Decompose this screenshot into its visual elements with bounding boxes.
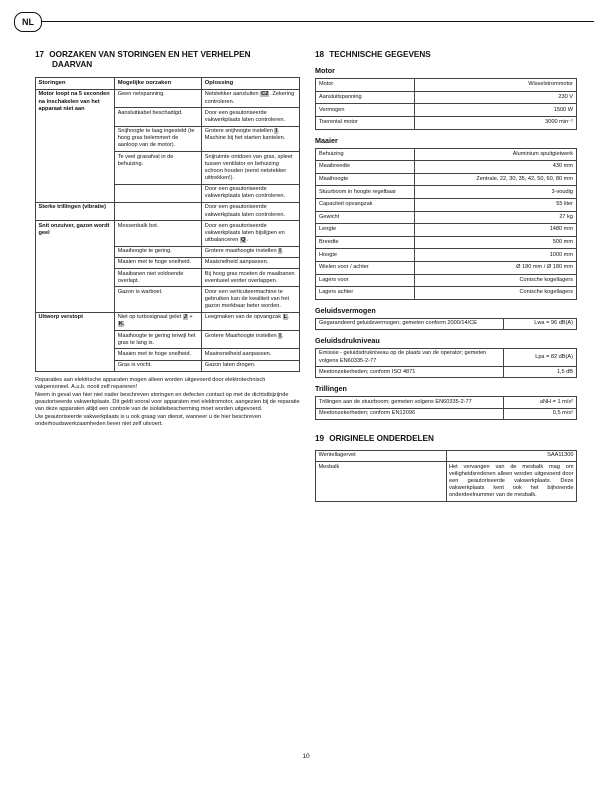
spec-label: Behuizing	[316, 148, 415, 161]
spec-value: 500 mm	[415, 236, 577, 249]
cause-cell: Te veel grasafval in de behuizing.	[115, 152, 202, 185]
repair-notes	[35, 377, 300, 429]
table-row	[36, 312, 300, 330]
fault-cell: Motor loopt na 5 seconden na inschakelen van het apparaat niet aan	[36, 89, 115, 202]
note-paragraph: Reparaties aan elektrische apparaten mogen alleen worden uitgevoerd door elektrotechnisch vakpersoneel. A.u.b. nooit zelf repareren!	[35, 376, 266, 391]
part-name: Mesbalk	[316, 462, 447, 502]
key-reference: I	[279, 248, 281, 255]
solution-cell	[202, 360, 300, 371]
spec-value: 1480 mm	[415, 224, 577, 237]
cause-text: Niet op turbosignaal gelet	[117, 314, 183, 321]
solution-text: .	[281, 248, 284, 255]
spec-label: Lengte	[316, 224, 415, 237]
key-reference: L	[283, 314, 287, 321]
spec-value: 3000 min⁻¹	[415, 117, 577, 130]
solution-cell	[202, 89, 300, 107]
spec-value: 1000 mm	[415, 249, 577, 262]
solution-text: Maainsnelheid aanpassen.	[204, 350, 272, 357]
spec-row	[316, 161, 577, 174]
section-17-title: 17 OORZAKEN VAN STORINGEN EN HET VERHELPEN DAARVAN	[35, 50, 251, 70]
spec-label: Wielen voor / achter	[316, 261, 415, 274]
solution-cell	[202, 287, 300, 312]
spec-row	[316, 148, 577, 161]
spec-label: Hoogte	[316, 249, 415, 262]
spec-value: Wisselstrommotor	[415, 79, 577, 92]
geluidsdrukniveau-table	[315, 348, 577, 378]
cause-cell: Aansluitkabel beschadigd.	[115, 108, 202, 126]
spec-row	[316, 367, 577, 378]
troubleshooting-table	[35, 77, 300, 372]
col-header-fault: Storingen	[36, 77, 115, 89]
solution-cell	[202, 246, 300, 257]
spec-label: Meetonzekerheden; conform EN12096	[316, 408, 504, 419]
geluidsvermogen-table	[315, 318, 577, 330]
spec-label: Lagers achter	[316, 287, 415, 300]
parts-row	[316, 450, 577, 461]
parts-table	[315, 450, 577, 502]
section-17	[35, 50, 300, 428]
spec-value: Zentrale, 22, 30, 35, 42, 50, 60, 80 mm	[415, 173, 577, 186]
language-badge: NL	[14, 12, 42, 32]
note-paragraph: Neem in geval van hier niet nader beschreven storingen en defecten contact op met de dichtstbijzijnde geautoriseerde vakwerkplaats. Dit geldt vooral voor apparaten met elektromotor, aangezien bij de reparatie van deze apparaten altijd een controle van de isolatiebescherming moet worden uitgevoerd.	[35, 391, 300, 413]
cause-text: +	[187, 314, 193, 321]
motor-heading: Motor	[315, 66, 335, 76]
key-reference: I	[279, 332, 281, 339]
col-header-solution: Oplossing	[202, 77, 300, 89]
key-reference: J	[183, 314, 187, 321]
part-number: SAA11300	[446, 450, 577, 461]
solution-cell	[202, 312, 300, 330]
spec-label: Meetonzekerheden; conform ISO 4871	[316, 367, 504, 378]
solution-text: Door een verticuteermachine te gebruiken kan de kwaliteit van het gazon merkbaar beter worden.	[204, 288, 290, 310]
spec-label: Vermogen	[316, 104, 415, 117]
fault-cell: Sterke trillingen (vibratie)	[36, 202, 115, 220]
note-paragraph: Uw geautoriseerde vakwerkplaats is u ook graag van dienst, wanneer u de hier beschreven onderhoudswerkzaamheden liever niet zelf uitvoert.	[35, 413, 262, 427]
solution-text: Netstekker aansluiten	[204, 91, 261, 98]
cause-cell: Geen netspanning.	[115, 89, 202, 107]
spec-value: 55 liter	[415, 199, 577, 212]
cause-cell: Gazon is warboel.	[115, 287, 202, 312]
spec-label: Emissie - geluidsdrukniveau op de plaats van de operator; gemeten volgens EN60335-2-77	[316, 348, 504, 366]
solution-cell	[202, 202, 300, 220]
spec-label: Stuurboom in hoogte regelbaar	[316, 186, 415, 199]
table-row	[36, 202, 300, 220]
solution-text: Grotere snijhoogte instellen	[204, 128, 275, 135]
solution-text: Gazon laten drogen.	[204, 362, 256, 369]
fault-cell: Uitworp verstopt	[36, 312, 115, 371]
spec-row	[316, 249, 577, 262]
solution-text: Door een geautoriseerde vakwerkplaats laten controleren.	[204, 204, 286, 218]
spec-row	[316, 397, 577, 408]
spec-row	[316, 79, 577, 92]
cause-cell	[115, 312, 202, 330]
spec-label: Aansluitspanning	[316, 91, 415, 104]
fault-cell: Snit onzuiver, gazon wordt geel	[36, 221, 115, 313]
spec-value: 1,5 dB	[503, 367, 576, 378]
key-reference: Q	[240, 237, 246, 244]
solution-cell	[202, 331, 300, 349]
part-description: Het vervangen van de mesbalk mag om veiligheidsredenen alleen worden uitgevoerd door een geautoriseerde vakwerkplaats. Deze vakwerkplaats kent ook het bijhorende onderdeelnummer van de mesbalk.	[446, 462, 577, 502]
spec-row	[316, 261, 577, 274]
spec-value: 1500 W	[415, 104, 577, 117]
spec-label: Capaciteit opvangzak	[316, 199, 415, 212]
section-18-title: 18 TECHNISCHE GEGEVENS	[315, 50, 431, 59]
maaier-heading: Maaier	[315, 135, 338, 145]
cause-cell: Snijhoogte te laag ingesteld (te hoog gras belemmert de aanloop van de motor).	[115, 126, 202, 151]
spec-label: Gegarandeerd geluidsvermogen; gemeten conform 2000/14/CE	[316, 318, 504, 329]
solution-text: Door een geautoriseerde vakwerkplaats laten controleren.	[204, 186, 286, 200]
trillingen-table	[315, 396, 577, 419]
cause-cell: Messenbalk bot.	[115, 221, 202, 246]
spec-row	[316, 224, 577, 237]
geluidsdrukniveau-heading: Geluidsdrukniveau	[315, 335, 380, 345]
solution-cell	[202, 184, 300, 202]
key-reference: I	[275, 128, 278, 135]
section-19-title: 19 ORIGINELE ONDERDELEN	[315, 433, 434, 443]
motor-table	[315, 78, 577, 129]
table-row	[36, 221, 300, 246]
solution-cell	[202, 108, 300, 126]
spec-row	[316, 173, 577, 186]
spec-label: Breedte	[316, 236, 415, 249]
spec-row	[316, 236, 577, 249]
part-name: Wentellagervet	[316, 450, 447, 461]
spec-row	[316, 274, 577, 287]
spec-value: 0,5 m/s²	[503, 408, 576, 419]
solution-text: .	[287, 314, 290, 321]
solution-text: Door een geautoriseerde vakwerkplaats laten bijslijpen en uitbalanceren	[204, 222, 285, 244]
spec-row	[316, 104, 577, 117]
col-header-cause: Mogelijke oorzaken	[115, 77, 202, 89]
spec-row	[316, 287, 577, 300]
spec-row	[316, 199, 577, 212]
key-reference: K	[118, 321, 123, 328]
spec-label: Lagers voor	[316, 274, 415, 287]
solution-text: Bij hoog gras moeten de maaibanen eventueel verder overlappen.	[204, 270, 295, 284]
table-row	[36, 89, 300, 107]
spec-row	[316, 186, 577, 199]
solution-text: Leegmaken van de opvangzak	[204, 314, 283, 321]
parts-row	[316, 462, 577, 502]
troubleshooting-body	[36, 89, 300, 371]
spec-value: Lwa = 96 dB(A)	[503, 318, 576, 329]
key-reference: C2	[261, 91, 269, 98]
cause-cell: Maaien met te hoge snelheid.	[115, 349, 202, 360]
spec-value: Conische kogellagers	[415, 287, 577, 300]
solution-text: Grotere Maaihoogte instellen	[204, 332, 279, 339]
spec-label: Maaibreedte	[316, 161, 415, 174]
cause-cell: Maaien met te hoge snelheid.	[115, 257, 202, 268]
cause-cell	[115, 202, 202, 220]
header-rule	[42, 21, 594, 22]
solution-text: Snijruimte ontdoen van gras, spleet tussen ventilator en behuizing schoon houden (eerst netstekker uittrekken!).	[204, 153, 293, 181]
spec-value: Conische kogellagers	[415, 274, 577, 287]
spec-row	[316, 117, 577, 130]
spec-row	[316, 348, 577, 366]
spec-row	[316, 211, 577, 224]
spec-label: Maaihoogte	[316, 173, 415, 186]
section-18	[315, 50, 577, 502]
maaier-table	[315, 148, 577, 300]
spec-label: Toerental motor	[316, 117, 415, 130]
solution-cell	[202, 126, 300, 151]
solution-text: . Zekering controleren.	[204, 91, 295, 105]
cause-cell: Gras is vocht.	[115, 360, 202, 371]
cause-cell	[115, 184, 202, 202]
cause-text: .	[123, 321, 126, 328]
spec-value: 27 kg	[415, 211, 577, 224]
spec-label: Motor	[316, 79, 415, 92]
spec-row	[316, 408, 577, 419]
spec-row	[316, 318, 577, 329]
spec-value: Aluminium spuitgietwerk	[415, 148, 577, 161]
solution-text: .	[246, 237, 248, 244]
spec-value: Ø 180 mm / Ø 180 mm	[415, 261, 577, 274]
spec-row	[316, 91, 577, 104]
solution-cell	[202, 349, 300, 360]
spec-label: Gewicht	[316, 211, 415, 224]
solution-text: Door een geautoriseerde vakwerkplaats laten controleren.	[204, 109, 286, 123]
spec-value: 230 V	[415, 91, 577, 104]
solution-text: Maaisnelheid aanpassen.	[204, 259, 269, 266]
solution-text: . Machine bij het starten kantelen.	[204, 128, 286, 142]
solution-text: Grotere maaihoogte instellen	[204, 248, 279, 255]
geluidsvermogen-heading: Geluidsvermogen	[315, 305, 376, 315]
page-number: 10	[302, 753, 310, 760]
trillingen-heading: Trillingen	[315, 384, 347, 394]
solution-text: .	[281, 332, 284, 339]
spec-value: 430 mm	[415, 161, 577, 174]
spec-value: aNH = 1 m/s²	[503, 397, 576, 408]
cause-cell: Maaihoogte te gering.	[115, 246, 202, 257]
solution-cell	[202, 257, 300, 268]
solution-cell	[202, 221, 300, 246]
cause-cell: Maaihoogte te gering terwijl het gras te lang is.	[115, 331, 202, 349]
spec-value: 3-voudig	[415, 186, 577, 199]
spec-label: Trillingen aan de stuurboom; gemeten volgens EN60335-2-77	[316, 397, 504, 408]
solution-cell	[202, 152, 300, 185]
solution-cell	[202, 269, 300, 287]
cause-cell: Maaibanen niet voldoende overlapt.	[115, 269, 202, 287]
spec-value: Lpa = 82 dB(A)	[503, 348, 576, 366]
